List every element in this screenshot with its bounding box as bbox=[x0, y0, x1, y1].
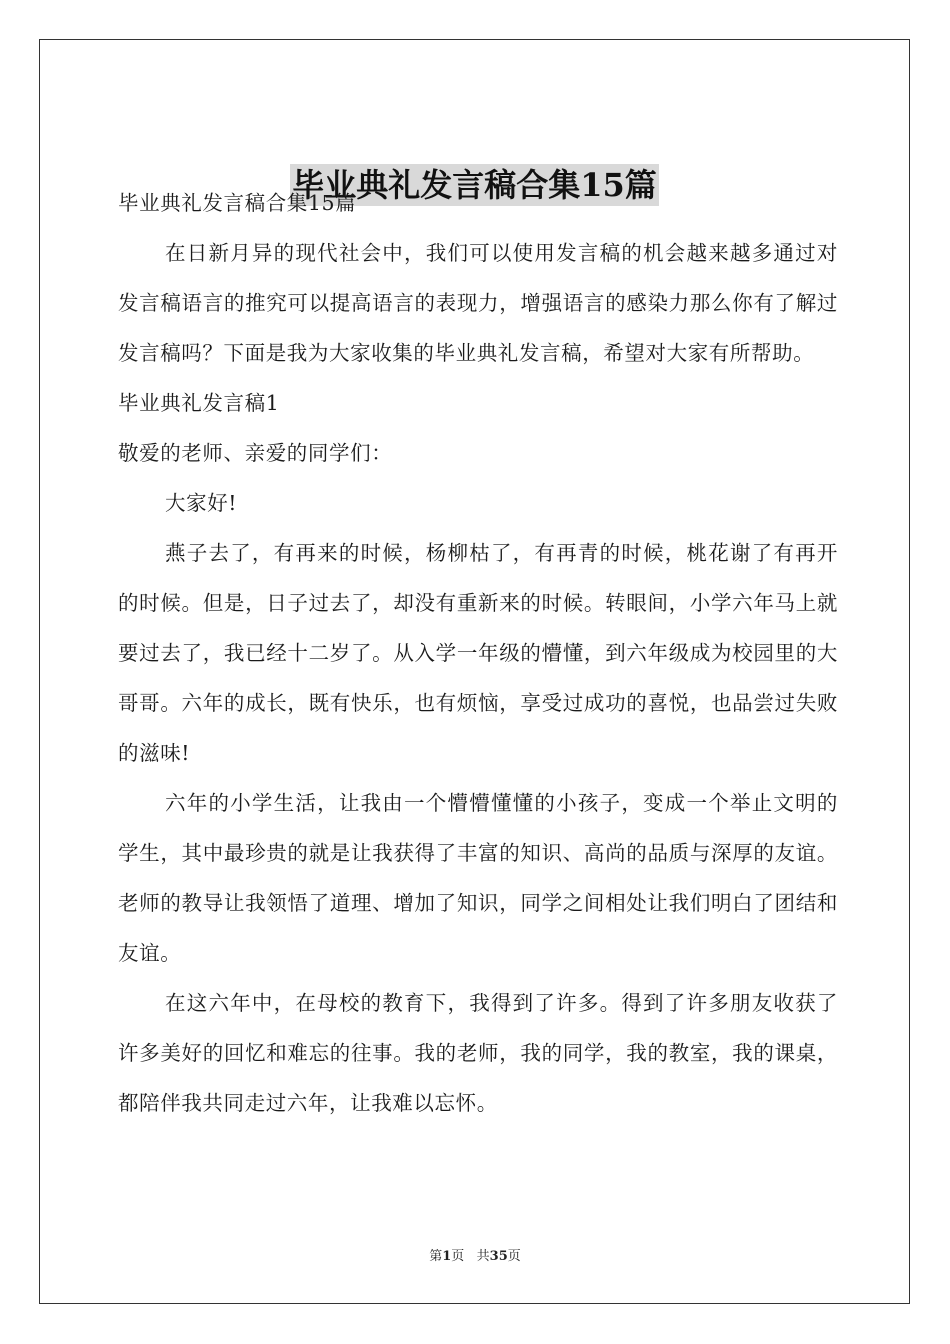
footer-middle: 页 共 bbox=[451, 1249, 490, 1264]
intro-paragraph: 在日新月异的现代社会中，我们可以使用发言稿的机会越来越多通过对发言稿语言的推究可以提高语言的表现力，增强语言的感染力那么你有了解过发言稿吗？下面是我为大家收集的毕业典礼发言稿，希望对大家有所帮助。 bbox=[118, 241, 838, 365]
footer-page-number: 1 bbox=[442, 1249, 452, 1264]
footer-total-pages: 35 bbox=[489, 1249, 508, 1264]
body-paragraph: 在这六年中，在母校的教育下，我得到了许多。得到了许多朋友收获了许多美好的回忆和难忘的往事。我的老师，我的同学，我的教室，我的课桌，都陪伴我共同走过六年，让我难以忘怀。 bbox=[118, 991, 838, 1115]
body-paragraph: 燕子去了，有再来的时候，杨柳枯了，有再青的时候，桃花谢了有再开的时候。但是，日子过去了，却没有重新来的时候。转眼间，小学六年马上就要过去了，我已经十二岁了。从入学一年级的懵懂，到六年级成为校园里的大哥哥。六年的成长，既有快乐，也有烦恼，享受过成功的喜悦，也品尝过失败的滋味! bbox=[118, 541, 838, 765]
document-subtitle: 毕业典礼发言稿合集15篇 bbox=[118, 191, 357, 215]
footer-suffix: 页 bbox=[507, 1249, 521, 1264]
speech-heading: 毕业典礼发言稿1 bbox=[118, 391, 280, 415]
page-footer bbox=[0, 1245, 950, 1264]
document-title: 毕业典礼发言稿合集15篇 bbox=[292, 166, 657, 204]
greeting: 大家好! bbox=[165, 491, 238, 515]
body-paragraph: 六年的小学生活，让我由一个懵懵懂懂的小孩子，变成一个举止文明的学生，其中最珍贵的就是让我获得了丰富的知识、高尚的品质与深厚的友谊。老师的教导让我领悟了道理、增加了知识，同学之间相处让我们明白了团结和友谊。 bbox=[118, 791, 838, 965]
salutation: 敬爱的老师、亲爱的同学们： bbox=[118, 441, 393, 465]
footer-prefix: 第 bbox=[429, 1249, 443, 1264]
document-body bbox=[118, 178, 838, 1128]
